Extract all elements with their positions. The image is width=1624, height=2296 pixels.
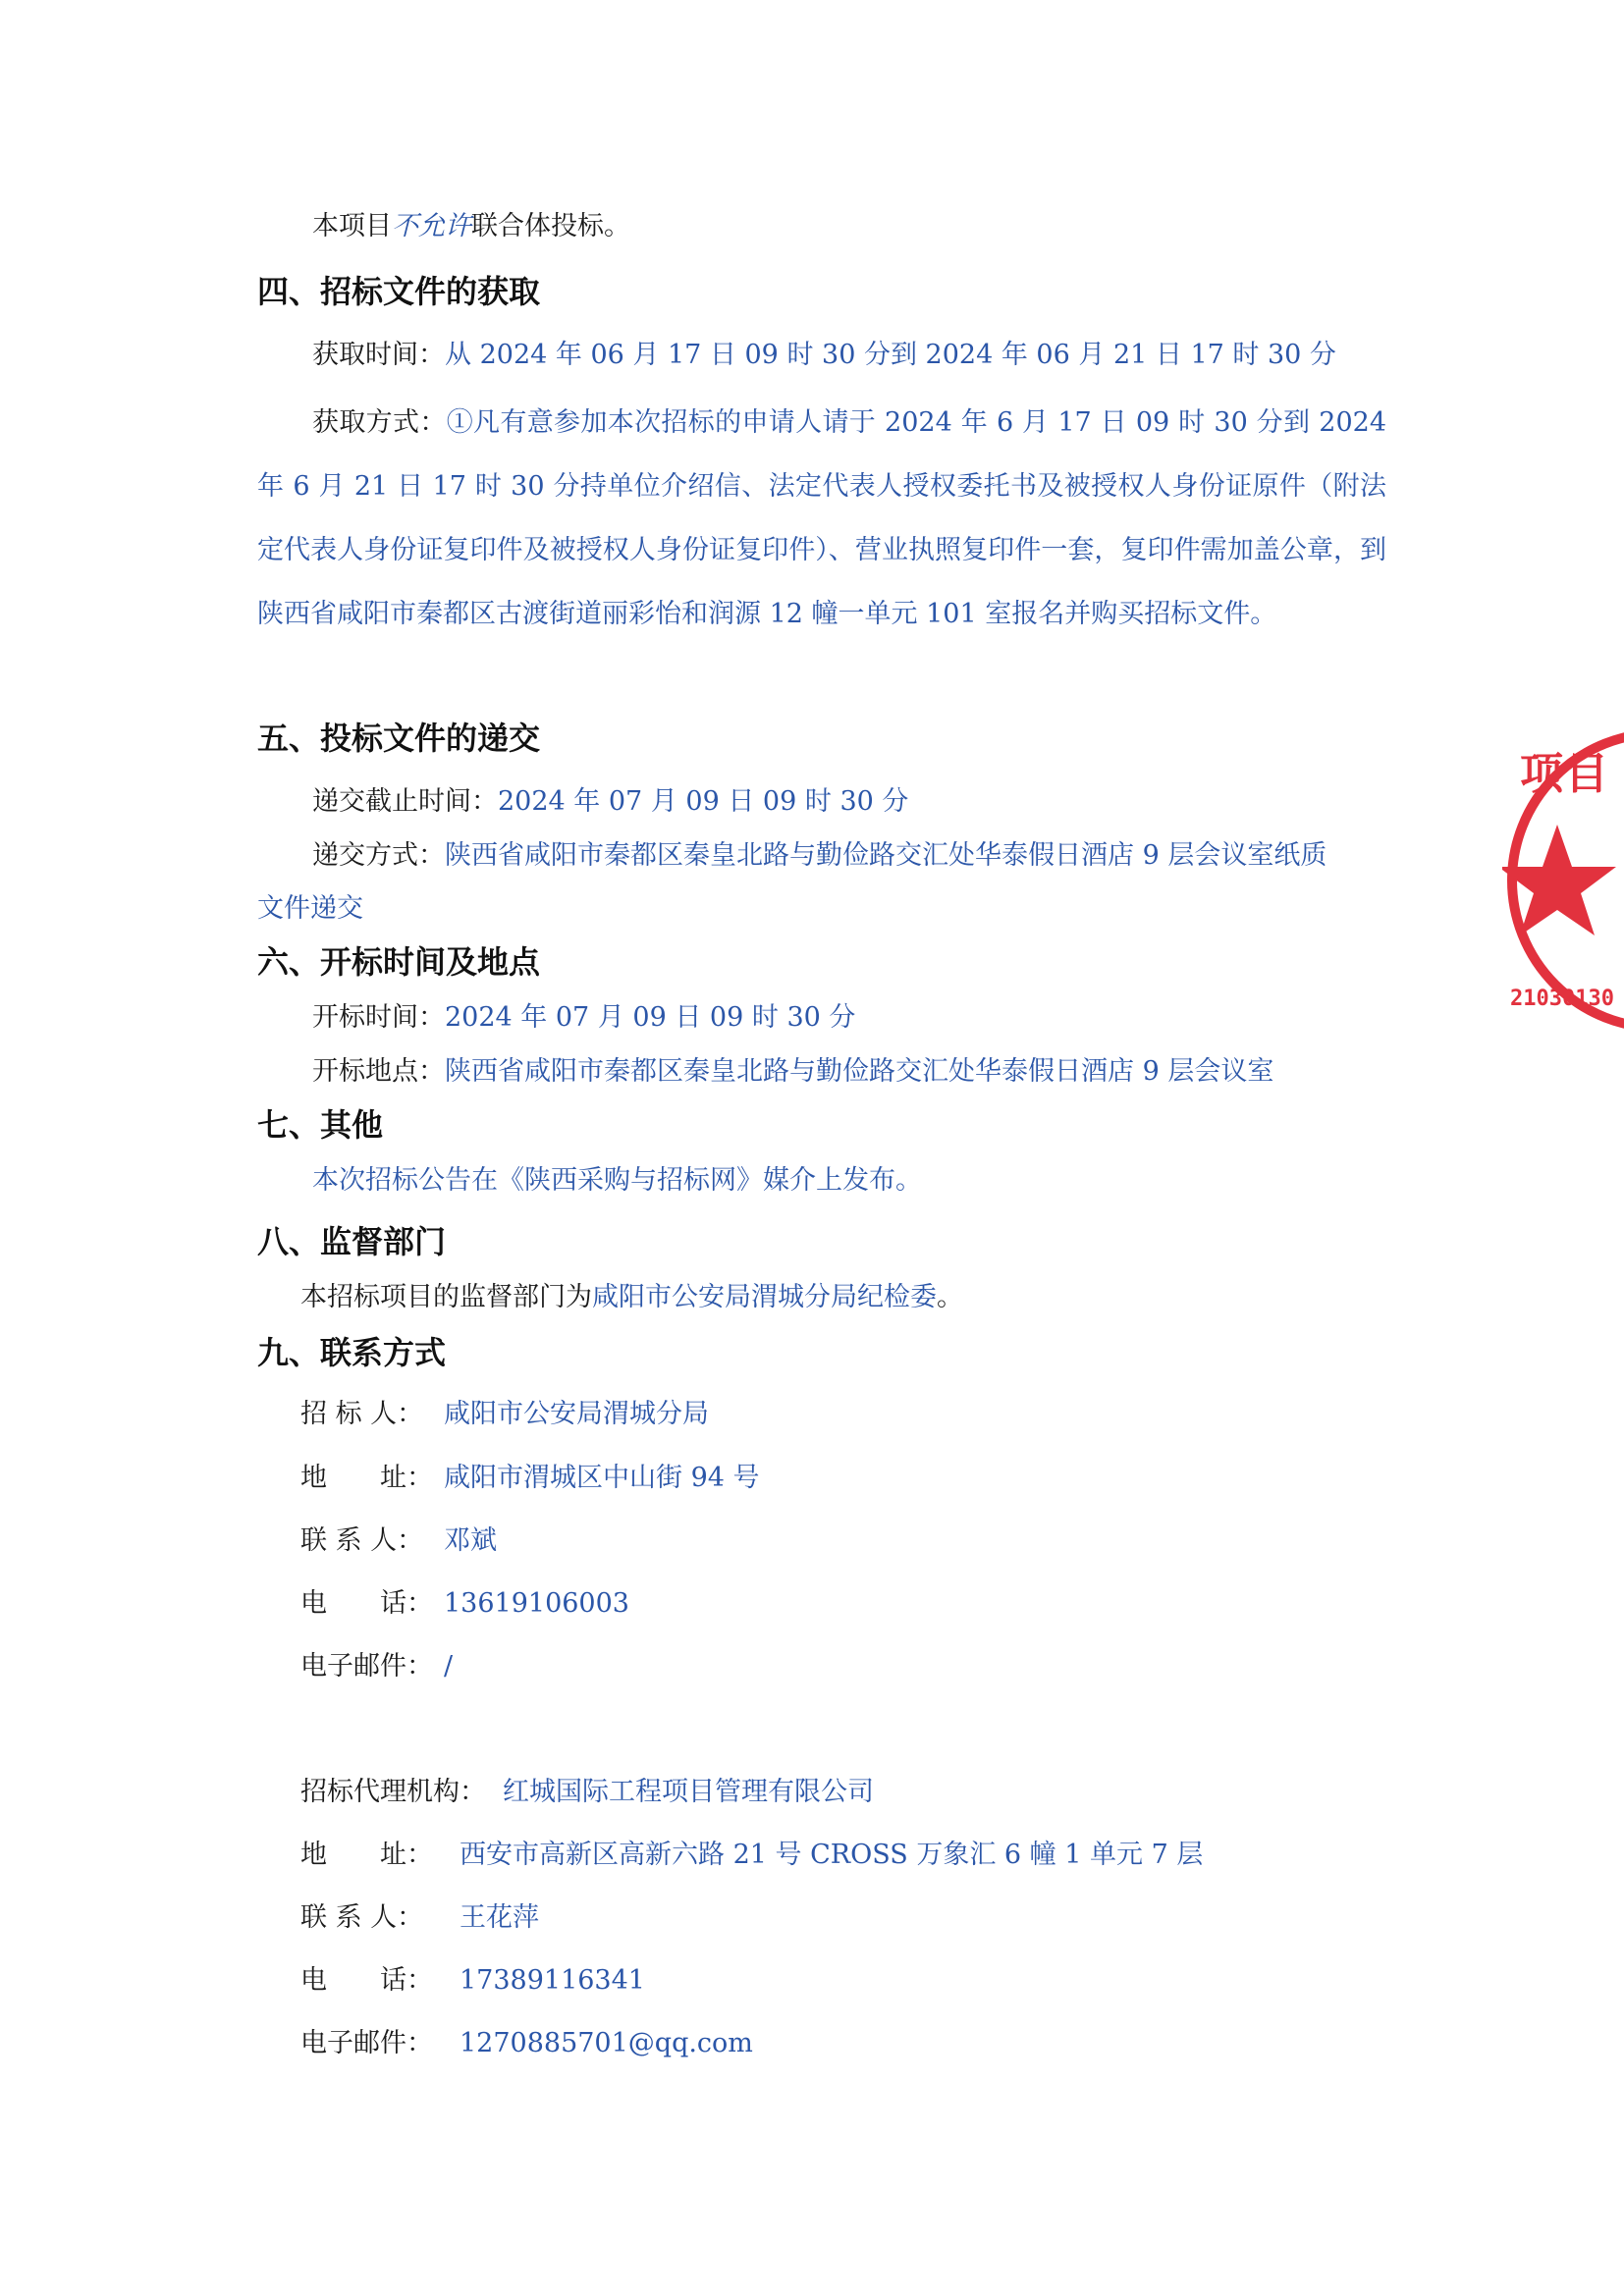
s6-place-value: 陕西省咸阳市秦都区秦皇北路与勤俭路交汇处华泰假日酒店 9 层会议室 bbox=[445, 1056, 1274, 1087]
s4-time-value: 从 2024 年 06 月 17 日 09 时 30 分到 2024 年 06 月 21 日 17 时 30 分 bbox=[445, 340, 1336, 370]
agency-email-row bbox=[300, 2024, 753, 2063]
tenderer-phone-row bbox=[300, 1584, 629, 1624]
s5-method-value-cont: 文件递交 bbox=[257, 893, 363, 924]
agency-contact-value: 王花萍 bbox=[460, 1902, 539, 1933]
s6-place-line bbox=[312, 1052, 1273, 1092]
tenderer-email-row bbox=[300, 1647, 453, 1686]
s8-line bbox=[300, 1278, 963, 1317]
s7-text: 本次招标公告在《陕西采购与招标网》媒介上发布。 bbox=[312, 1165, 922, 1196]
s5-deadline-value: 2024 年 07 月 09 日 09 时 30 分 bbox=[498, 786, 909, 817]
agency-phone-row bbox=[300, 1961, 645, 2001]
tenderer-email-value: / bbox=[444, 1651, 454, 1682]
intro-suffix: 联合体投标。 bbox=[471, 211, 630, 241]
tenderer-row bbox=[300, 1395, 709, 1434]
agency-contact-label: 联 系 人： bbox=[300, 1902, 424, 1933]
agency-email-label: 电子邮件： bbox=[300, 2028, 433, 2058]
s4-method-value: ①凡有意参加本次招标的申请人请于 2024 年 6 月 17 日 09 时 30 分到 2024 年 6 月 21 日 17 时 30 分持单位介绍信、法定代表人授权委托书及被授权人身份证原件（附法定代表人身份证复印件及被授权人身份证复印件）、营业执照复印件一套，复印件需加盖公章，到陕西省咸阳市秦都区古渡街道丽彩怡和润源 12 幢一单元 101 室报名并购买招标文件。 bbox=[257, 407, 1386, 629]
agency-phone-label: 电 话： bbox=[300, 1965, 433, 1996]
tenderer-contact-row bbox=[300, 1522, 497, 1561]
section-4-heading: 四、招标文件的获取 bbox=[257, 273, 541, 310]
agency-contact-row bbox=[300, 1898, 539, 1938]
intro-prefix: 本项目 bbox=[312, 211, 392, 241]
agency-address-value: 西安市高新区高新六路 21 号 CROSS 万象汇 6 幢 1 单元 7 层 bbox=[460, 1840, 1204, 1870]
s6-time-value: 2024 年 07 月 09 日 09 时 30 分 bbox=[445, 1002, 856, 1033]
agency-email-value: 1270885701@qq.com bbox=[460, 2028, 753, 2058]
tenderer-contact-value: 邓斌 bbox=[444, 1525, 497, 1556]
agency-address-label: 地 址： bbox=[300, 1840, 433, 1870]
s5-deadline-line bbox=[312, 782, 908, 822]
agency-row bbox=[300, 1773, 874, 1812]
s4-method-paragraph bbox=[257, 391, 1386, 646]
s5-method-label: 递交方式： bbox=[312, 840, 445, 871]
tenderer-address-value: 咸阳市渭城区中山街 94 号 bbox=[444, 1463, 760, 1493]
tenderer-email-label: 电子邮件： bbox=[300, 1651, 433, 1682]
section-7-heading: 七、其他 bbox=[257, 1106, 384, 1144]
section-6-heading: 六、开标时间及地点 bbox=[257, 943, 541, 981]
s6-place-label: 开标地点： bbox=[312, 1056, 445, 1087]
s4-time-label: 获取时间： bbox=[312, 340, 445, 370]
s5-method-value: 陕西省咸阳市秦都区秦皇北路与勤俭路交汇处华泰假日酒店 9 层会议室纸质 bbox=[445, 840, 1327, 871]
s8-prefix: 本招标项目的监督部门为 bbox=[300, 1282, 592, 1312]
section-8-heading: 八、监督部门 bbox=[257, 1223, 447, 1260]
s5-method-line bbox=[312, 836, 1326, 876]
s6-time-line bbox=[312, 998, 855, 1038]
s8-suffix: 。 bbox=[937, 1282, 963, 1312]
s8-dept: 咸阳市公安局渭城分局纪检委 bbox=[592, 1282, 937, 1312]
agency-label: 招标代理机构： bbox=[300, 1777, 486, 1807]
tenderer-label: 招 标 人： bbox=[300, 1399, 424, 1429]
s6-time-label: 开标时间： bbox=[312, 1002, 445, 1033]
tenderer-address-row bbox=[300, 1459, 760, 1498]
tenderer-phone-label: 电 话： bbox=[300, 1588, 433, 1619]
tenderer-address-label: 地 址： bbox=[300, 1463, 433, 1493]
section-9-heading: 九、联系方式 bbox=[257, 1334, 447, 1371]
intro-line bbox=[312, 207, 630, 246]
s5-deadline-label: 递交截止时间： bbox=[312, 786, 498, 817]
agency-value: 红城国际工程项目管理有限公司 bbox=[503, 1777, 874, 1807]
agency-phone-value: 17389116341 bbox=[460, 1965, 645, 1996]
tenderer-value: 咸阳市公安局渭城分局 bbox=[444, 1399, 709, 1429]
section-5-heading: 五、投标文件的递交 bbox=[257, 720, 541, 757]
tenderer-contact-label: 联 系 人： bbox=[300, 1525, 424, 1556]
s4-time-line bbox=[312, 336, 1336, 375]
intro-emphasis: 不允许 bbox=[392, 211, 471, 241]
tenderer-phone-value: 13619106003 bbox=[444, 1588, 629, 1619]
s4-method-label: 获取方式： bbox=[312, 407, 447, 438]
seal-number: 21030130 bbox=[1510, 987, 1614, 1011]
agency-address-row bbox=[300, 1836, 1203, 1875]
seal-text: 项目 bbox=[1520, 749, 1610, 799]
